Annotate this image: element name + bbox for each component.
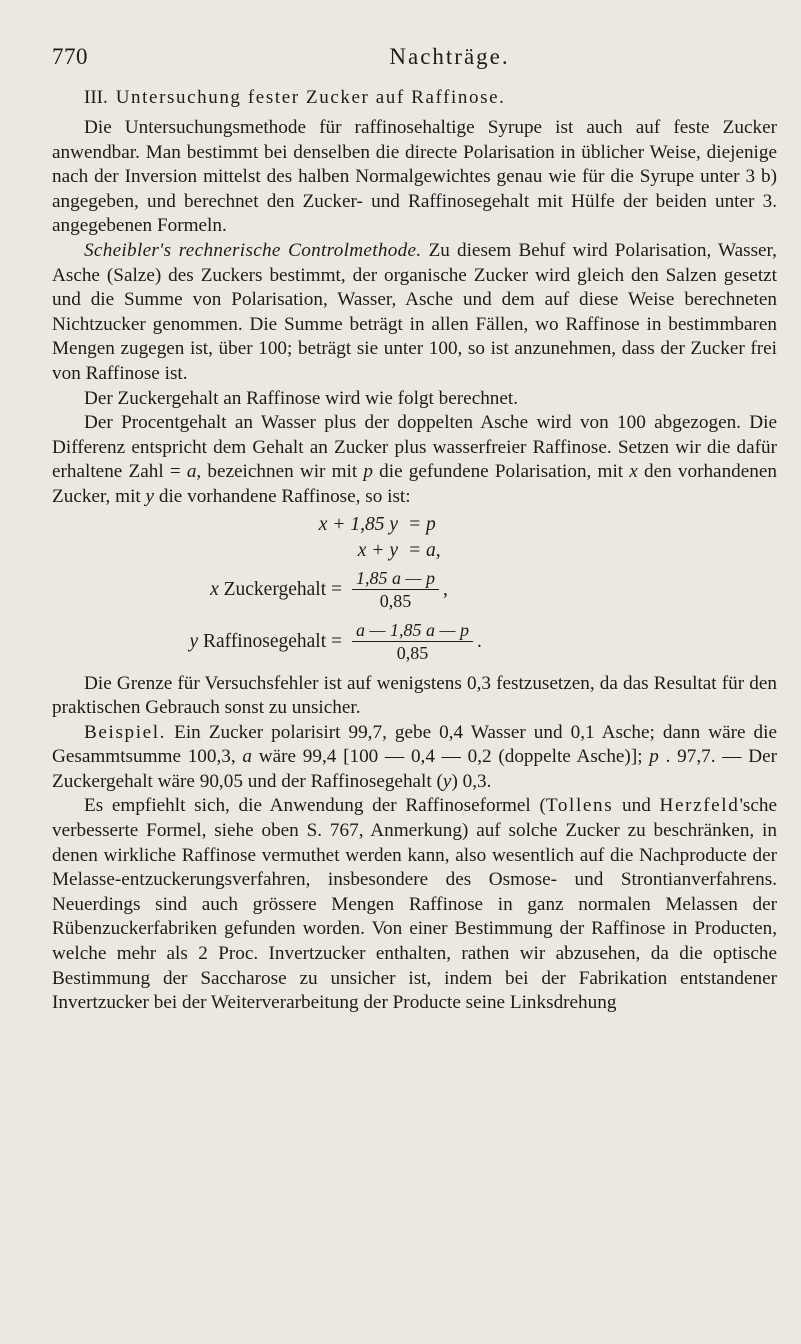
raffinose-content-variable: y [189, 630, 199, 652]
page-header [52, 44, 777, 72]
sugar-content-denominator: 0,85 [379, 591, 412, 611]
paragraph-definitions [52, 411, 777, 509]
equation-1 [52, 512, 777, 538]
control-method-text: Zu diesem Behuf wird Polarisation, Wasser, Asche (Salze) des Zuckers bestimmt, der organische Zucker wird gleich den Salzen gesetzt und die Summe von Polarisation, Wasser, Asche und dem auf diese Weise berechneten Nichtzucker genommen. Die Summe beträgt in allen Fällen, wo Raffinose in bestimmbaren Mengen zugegen ist, über 100; beträgt sie unter 100, so ist anzunehmen, dass der Zucker frei von Raffinose ist. [52, 239, 777, 384]
raffinose-content-fraction [352, 619, 473, 664]
definitions-text-4: den vorhandenen Zucker, mit [52, 461, 777, 507]
raffinose-content-label [52, 631, 352, 653]
sugar-content-punct: , [443, 578, 448, 600]
example-variable-a: a [242, 746, 253, 768]
definitions-text-2: , bezeichnen wir mit [196, 461, 364, 483]
paragraph-calculation-intro: Der Zuckergehalt an Raffinose wird wie folgt berechnet. [84, 387, 519, 409]
section-title: Untersuchung fester Zucker auf Raffinose. [115, 87, 506, 108]
raffinose-content-label-text: Raffinosegehalt = [198, 630, 342, 652]
paragraph-error-limit: Die Grenze für Versuchsfehler ist auf wenigstens 0,3 festzusetzen, da das Resultat für den praktischen Gebrauch sonst zu unsicher. [52, 672, 777, 719]
control-method-heading: Scheibler's rechnerische Controlmethode. [84, 239, 422, 261]
variable-x: x [629, 461, 638, 483]
section-number: III. [84, 87, 108, 108]
author-name-tollens: Tollens [545, 795, 614, 817]
paragraph-recommendation [52, 794, 777, 1015]
equation-raffinose-content [52, 616, 777, 668]
author-name-herzfeld: Herzfeld [659, 795, 740, 817]
raffinose-content-numerator: a — 1,85 a — p [352, 619, 473, 642]
variable-a: a [186, 461, 197, 483]
equation-1-lhs: x + 1,85 y [318, 513, 398, 535]
variable-p: p [363, 461, 373, 483]
recommendation-text-3: 'sche verbesserte Formel, siehe oben S. 767, Anmerkung) auf solche Zucker zu beschränken, in denen wirkliche Raffinose vermuthet werden kann, also wesentlich auf die Nachproducte der Melasse-entzuckerungsverfahren, insbesondere des Osmose- und Strontianverfahrens. Neuerdings sind auch grössere Mengen Raffinose in ganz normalen Melassen der Rübenzuckerfabriken gefunden worden. Von einer Bestimmung der Raffinose in Producten, welche mehr als 2 Proc. Invertzucker enthalten, rathen wir abzusehen, da die optische Bestimmung der Saccharose zu unsicher ist, indem bei der Fabrikation entstandener Invertzucker bei der Weiterverarbeitung der Producte seine Linksdrehung [52, 795, 777, 1014]
paragraph-method: Die Untersuchungsmethode für raffinosehaltige Syrupe ist auch auf feste Zucker anwendbar. Man bestimmt bei denselben die directe Polarisation in üblicher Weise, diejenige nach der Inversion mittelst des halben Normalgewichtes genau wie für die Syrupe unter 3 b) angegeben, und berechnet den Zucker- und Raffinosegehalt mit Hülfe der beiden unter 3. angegebenen Formeln. [52, 117, 777, 237]
equation-1-rhs: = p [408, 513, 436, 535]
example-text-1: Ein Zucker polarisirt 99,7, gebe 0,4 Wasser und 0,1 Asche; dann wäre die Gesammtsumme 100,3, [52, 721, 777, 768]
paragraph-example [52, 721, 777, 795]
equation-2 [52, 538, 777, 564]
equation-2-rhs: = a, [408, 539, 441, 561]
equation-2-lhs: x + y [357, 539, 398, 561]
example-variable-p: p [649, 746, 659, 768]
formula-block [52, 512, 777, 668]
definitions-text-1: Der Procentgehalt an Wasser plus der doppelten Asche wird von 100 abgezogen. Die Differenz entspricht dem Gehalt an Zucker plus wasserfreier Raffinose. Setzen wir die dafür erhaltene Zahl = [52, 412, 777, 483]
raffinose-content-denominator: 0,85 [396, 643, 429, 663]
definitions-text-3: die gefundene Polarisation, mit [372, 461, 630, 483]
example-heading: Beispiel. [84, 721, 167, 743]
example-text-4: ) 0,3. [451, 770, 492, 792]
running-title: Nachträge. [389, 44, 510, 69]
example-variable-y: y [442, 770, 452, 792]
example-text-3: . 97,7. — Der Zuckergehalt wäre 90,05 und der Raffinosegehalt ( [52, 746, 777, 792]
recommendation-text-2: und [613, 795, 660, 817]
section-heading [84, 84, 777, 112]
page-number: 770 [52, 44, 88, 69]
sugar-content-label [52, 579, 352, 601]
raffinose-content-punct: . [477, 630, 482, 652]
sugar-content-fraction [352, 567, 439, 612]
paragraph-control-method [52, 239, 777, 387]
sugar-content-label-text: Zuckergehalt = [218, 578, 342, 600]
recommendation-text-1: Es empfiehlt sich, die Anwendung der Raffinoseformel ( [84, 795, 546, 817]
equation-sugar-content [52, 564, 777, 616]
example-text-2: wäre 99,4 [100 — 0,4 — 0,2 (doppelte Asche)]; [252, 746, 650, 768]
definitions-text-5: die vorhandene Raffinose, so ist: [154, 485, 411, 507]
variable-y: y [145, 485, 155, 507]
sugar-content-numerator: 1,85 a — p [352, 567, 439, 590]
sugar-content-variable: x [210, 578, 219, 600]
